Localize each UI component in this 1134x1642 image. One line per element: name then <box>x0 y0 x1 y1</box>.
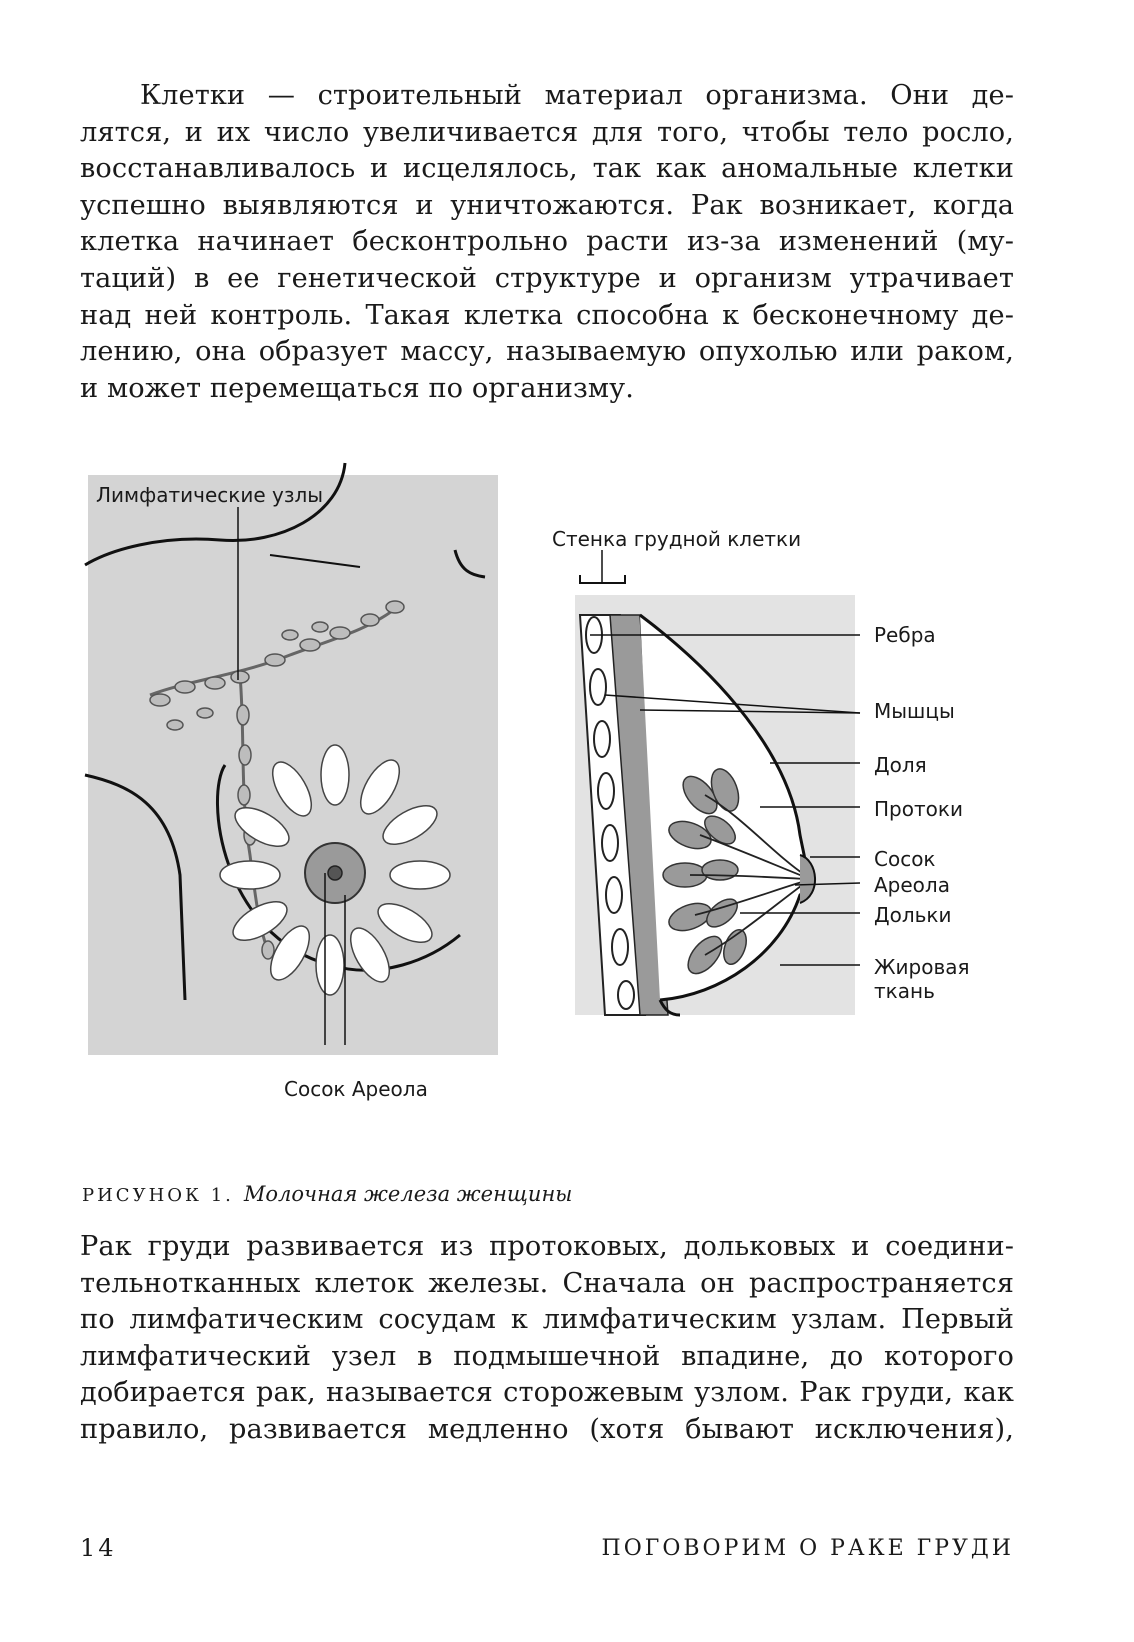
label-muscles: Мышцы <box>874 699 955 723</box>
breast-anatomy-figure <box>0 455 1134 1135</box>
text-line: лятся, и их число увеличивается для того, чтобы тело росло, <box>80 116 1014 148</box>
label-fat-tissue-line1: Жировая <box>874 955 970 979</box>
figure-caption <box>82 1182 572 1206</box>
text-line: восстанавливалось и исцелялось, так как аномальные клетки <box>80 153 1014 185</box>
text-line: тельнотканных клеток железы. Сначала он распространяется <box>80 1267 1014 1299</box>
label-lymph-nodes: Лимфатические узлы <box>96 483 324 507</box>
text-line: Рак груди развивается из протоковых, дольковых и соедини- <box>80 1231 1014 1262</box>
text-line: над ней контроль. Такая клетка способна к бесконечному де- <box>80 299 1014 331</box>
text-line: успешно выявляются и уничтожаются. Рак возникает, когда <box>80 189 1014 221</box>
label-lobules: Дольки <box>874 903 952 927</box>
front-view-diagram <box>85 463 498 1055</box>
text-line: таций) в ее генетической структуре и организм утрачивает <box>80 262 1014 294</box>
breast-anatomy-illustration <box>0 455 1134 1135</box>
label-ribs: Ребра <box>874 623 936 647</box>
label-nipple: Сосок <box>874 847 936 871</box>
text-line: правило, развивается медленно (хотя бывают исключения), <box>80 1413 1014 1445</box>
label-fat-tissue-line2: ткань <box>874 979 935 1003</box>
side-view-diagram <box>575 550 860 1015</box>
label-ducts: Протоки <box>874 797 963 821</box>
label-nipple-areola: Сосок Ареола <box>284 1077 428 1101</box>
text-line: и может перемещаться по организму. <box>80 372 634 404</box>
text-line: по лимфатическим сосудам к лимфатическим узлам. Первый <box>80 1304 1014 1336</box>
body-paragraph-2 <box>80 1229 1014 1449</box>
label-lobe: Доля <box>874 753 927 777</box>
label-chest-wall: Стенка грудной клетки <box>552 527 802 551</box>
text-line: лению, она образует массу, называемую опухолью или раком, <box>80 336 1014 368</box>
text-line: лимфатический узел в подмышечной впадине, до которого <box>80 1340 1014 1372</box>
label-areola: Ареола <box>874 873 950 897</box>
text-line: добирается рак, называется сторожевым узлом. Рак груди, как <box>80 1377 1014 1409</box>
caption-label: РИСУНОК 1. <box>82 1185 234 1206</box>
page-number: 14 <box>80 1534 117 1562</box>
text-line: клетка начинает бесконтрольно расти из-за изменений (му- <box>80 226 1014 258</box>
body-paragraph-1 <box>80 78 1014 407</box>
running-footer-title: ПОГОВОРИМ О РАКЕ ГРУДИ <box>601 1536 1014 1561</box>
caption-title: Молочная железа женщины <box>243 1182 573 1206</box>
text-line: Клетки — строительный материал организма. Они де- <box>140 80 1014 111</box>
